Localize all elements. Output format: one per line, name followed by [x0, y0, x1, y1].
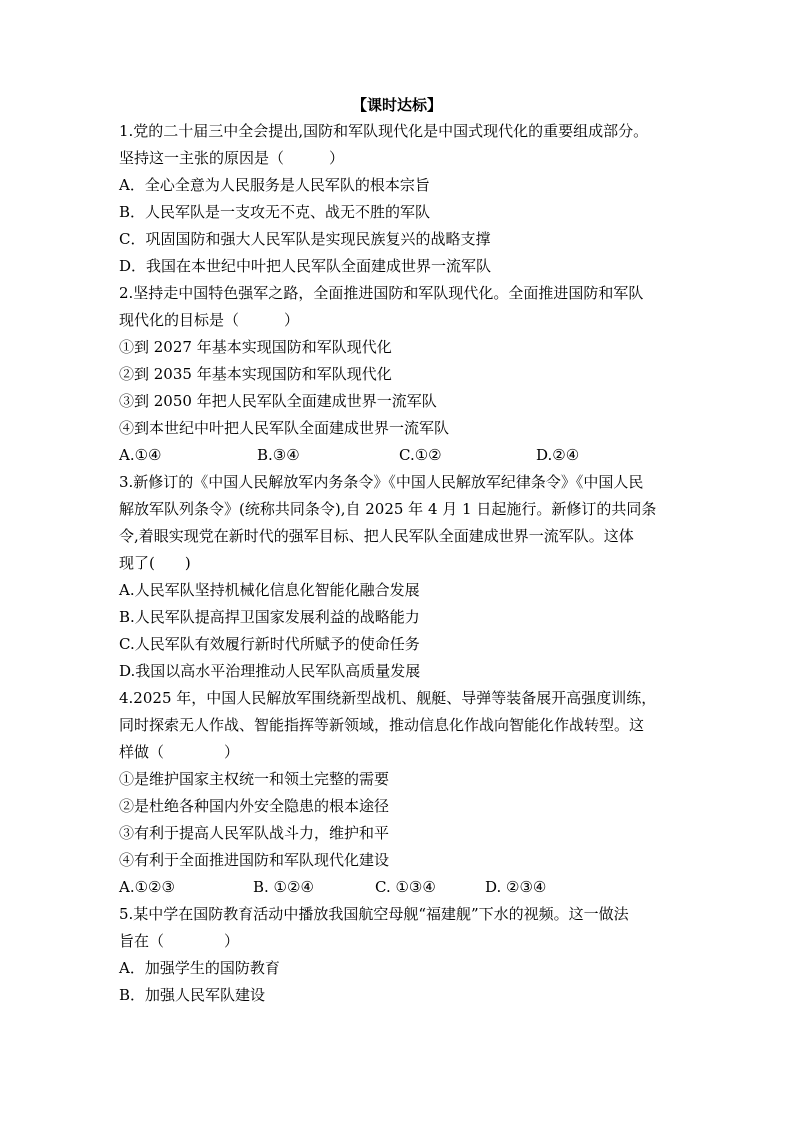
q1-stem-line-2: 坚持这一主张的原因是（ ）	[119, 149, 345, 167]
q1-stem-line-1: 1.党的二十届三中全会提出,国防和军队现代化是中国式现代化的重要组成部分。	[119, 122, 649, 140]
q5-option-b: B．加强人民军队建设	[119, 986, 266, 1004]
q3-option-b: B.人民军队提高捍卫国家发展利益的战略能力	[119, 608, 420, 626]
section-title: 【课时达标】	[351, 96, 442, 114]
q4-statement-2: ②是杜绝各种国内外安全隐患的根本途径	[119, 797, 390, 815]
q4-stem-line-1: 4.2025 年，中国人民解放军围绕新型战机、舰艇、导弹等装备展开高强度训练，	[119, 689, 657, 707]
q3-stem-line-3: 令,着眼实现党在新时代的强军目标、把人民军队全面建成世界一流军队。这体	[119, 527, 634, 545]
q5-stem-line-2: 旨在（ ）	[119, 932, 240, 950]
q2-option-d: D.②④	[536, 446, 580, 464]
q2-stem-line-2: 现代化的目标是（ ）	[119, 311, 300, 329]
q4-statement-1: ①是维护国家主权统一和领土完整的需要	[119, 770, 390, 788]
q5-stem-line-1: 5.某中学在国防教育活动中播放我国航空母舰“福建舰”下水的视频。这一做法	[119, 905, 629, 923]
q4-option-a: A.①②③	[119, 878, 175, 896]
q4-option-d: D. ②③④	[485, 878, 547, 896]
q2-option-c: C.①②	[399, 446, 442, 464]
q3-option-d: D.我国以高水平治理推动人民军队高质量发展	[119, 662, 421, 680]
q2-statement-4: ④到本世纪中叶把人民军队全面建成世界一流军队	[119, 419, 450, 437]
q5-option-a: A．加强学生的国防教育	[119, 959, 280, 977]
q4-option-c: C. ①③④	[375, 878, 436, 896]
q2-statement-3: ③到 2050 年把人民军队全面建成世界一流军队	[119, 392, 437, 410]
q4-stem-line-3: 样做（ ）	[119, 743, 240, 761]
q4-option-b: B. ①②④	[253, 878, 314, 896]
q4-statement-3: ③有利于提高人民军队战斗力，维护和平	[119, 824, 390, 842]
q4-statement-4: ④有利于全面推进国防和军队现代化建设	[119, 851, 390, 869]
q3-stem-line-4: 现了( )	[119, 554, 191, 572]
q1-option-c: C．巩固国防和强大人民军队是实现民族复兴的战略支撑	[119, 230, 491, 248]
q3-option-a: A.人民军队坚持机械化信息化智能化融合发展	[119, 581, 420, 599]
q2-option-b: B.③④	[257, 446, 300, 464]
q1-option-b: B．人民军队是一支攻无不克、战无不胜的军队	[119, 203, 431, 221]
q1-option-d: D．我国在本世纪中叶把人民军队全面建成世界一流军队	[119, 257, 492, 275]
q3-option-c: C.人民军队有效履行新时代所赋予的使命任务	[119, 635, 420, 653]
q3-stem-line-1: 3.新修订的《中国人民解放军内务条令》《中国人民解放军纪律条令》《中国人民	[119, 473, 644, 491]
q2-statement-1: ①到 2027 年基本实现国防和军队现代化	[119, 338, 392, 356]
q3-stem-line-2: 解放军队列条令》(统称共同条令),自 2025 年 4 月 1 日起施行。新修订的共同条	[119, 500, 657, 518]
q2-statement-2: ②到 2035 年基本实现国防和军队现代化	[119, 365, 392, 383]
q2-stem-line-1: 2.坚持走中国特色强军之路，全面推进国防和军队现代化。全面推进国防和军队	[119, 284, 644, 302]
q4-stem-line-2: 同时探索无人作战、智能指挥等新领域，推动信息化作战向智能化作战转型。这	[119, 716, 645, 734]
q1-option-a: A．全心全意为人民服务是人民军队的根本宗旨	[119, 176, 430, 194]
q2-option-a: A.①④	[119, 446, 162, 464]
